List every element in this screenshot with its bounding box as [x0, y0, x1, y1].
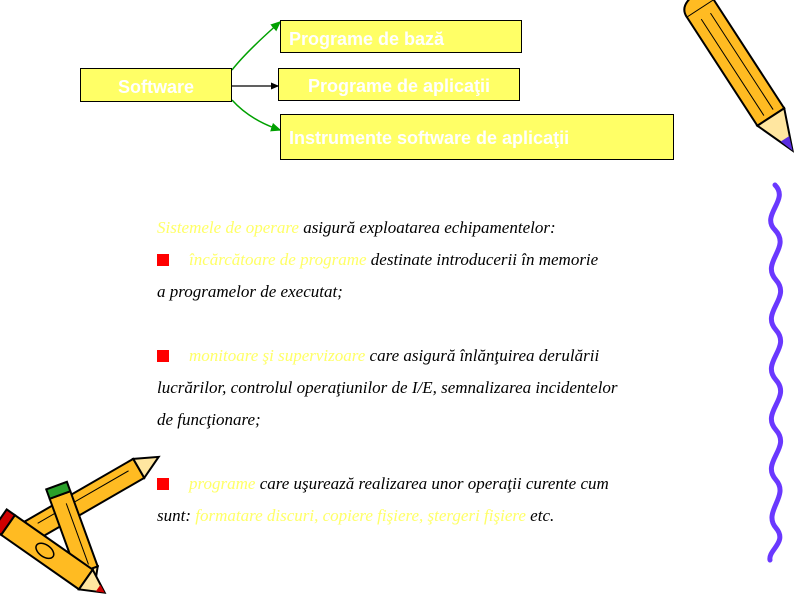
highlight-monitors: monitoare şi supervizoare [189, 346, 366, 365]
item2-line [157, 340, 717, 372]
item1-line2: a programelor de executat; [157, 282, 343, 301]
item2-line3: de funcţionare; [157, 410, 261, 429]
highlight-operating-systems: Sistemele de operare [157, 218, 299, 237]
bullet-icon [157, 254, 169, 266]
application-tools-box: Instrumente software de aplicaţii [280, 114, 674, 160]
item3-prefix: sunt: [157, 506, 196, 525]
item3-line [157, 468, 717, 500]
item3-suffix: etc. [525, 506, 555, 525]
item3-rest: care uşurează realizarea unor operaţii curente cum [255, 474, 609, 493]
item2-line2: lucrărilor, controlul operaţiunilor de I/E, semnalizarea incidentelor [157, 378, 618, 397]
item1-rest: destinate introducerii în memorie [366, 250, 599, 269]
intro-rest: asigură exploatarea echipamentelor: [298, 218, 556, 237]
software-box: Software [80, 68, 232, 102]
item2-rest: care asigură înlănţuirea derulării [365, 346, 600, 365]
bullet-icon [157, 350, 169, 362]
intro-line [157, 212, 717, 244]
highlight-operations: formatare discuri, copiere fişiere, ştergeri fişiere [195, 506, 526, 525]
highlight-programs: programe [189, 474, 256, 493]
highlight-program-loaders: încărcătoare de programe [189, 250, 367, 269]
application-programs-box: Programe de aplicaţii [278, 68, 520, 101]
item3-line2 [157, 500, 717, 532]
operating-systems-text [157, 212, 717, 532]
item1-line [157, 244, 717, 276]
bullet-icon [157, 478, 169, 490]
base-programs-box: Programe de bază [280, 20, 522, 53]
